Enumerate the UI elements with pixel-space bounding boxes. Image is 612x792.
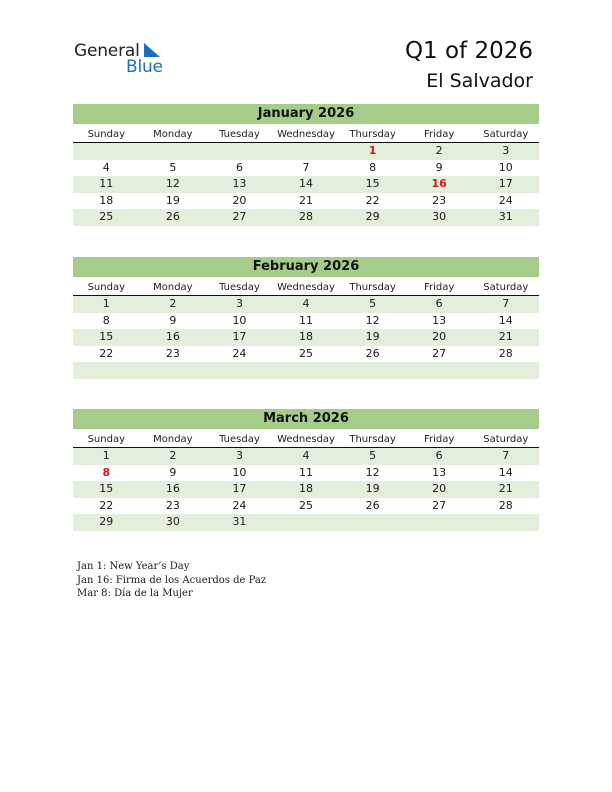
day-cell: 29 xyxy=(365,210,380,223)
empty-day-cell xyxy=(472,514,539,531)
week-row xyxy=(73,176,539,193)
week-row xyxy=(73,296,539,313)
day-cell: 14 xyxy=(498,313,513,327)
weekday-label: Thursday xyxy=(349,434,396,445)
day-cell: 21 xyxy=(498,330,513,343)
empty-day-cell xyxy=(472,362,539,379)
day-cell: 18 xyxy=(299,330,314,343)
day-cell: 8 xyxy=(102,313,110,327)
day-cell: 24 xyxy=(232,498,247,512)
weekday-label: Sunday xyxy=(87,282,125,293)
day-cell: 6 xyxy=(235,160,243,174)
day-cell: 20 xyxy=(432,330,447,343)
day-cell: 29 xyxy=(99,515,114,528)
day-cell: 1 xyxy=(102,449,110,462)
empty-day-cell xyxy=(206,143,273,160)
day-cell: 8 xyxy=(369,160,377,174)
day-cell: 25 xyxy=(299,498,314,512)
day-cell: 2 xyxy=(435,144,443,157)
week-row xyxy=(73,481,539,498)
day-cell: 13 xyxy=(432,465,447,479)
day-cell: 2 xyxy=(169,449,177,462)
day-cell: 2 xyxy=(169,297,177,310)
week-row xyxy=(73,465,539,482)
week-row xyxy=(73,193,539,210)
day-cell: 21 xyxy=(498,482,513,495)
day-cell: 8 xyxy=(102,465,111,479)
day-cell: 9 xyxy=(169,465,177,479)
day-cell: 23 xyxy=(165,346,180,360)
day-cell: 6 xyxy=(435,449,443,462)
week-row xyxy=(73,209,539,226)
day-cell: 22 xyxy=(99,346,114,360)
weekday-label: Monday xyxy=(153,434,193,445)
weekday-header-row xyxy=(73,432,539,448)
day-cell: 11 xyxy=(99,177,114,190)
day-cell: 26 xyxy=(365,346,380,360)
weekday-label: Wednesday xyxy=(277,434,335,445)
weekday-label: Saturday xyxy=(483,282,529,293)
day-cell: 12 xyxy=(365,313,380,327)
weekday-label: Monday xyxy=(153,282,193,293)
day-cell: 23 xyxy=(432,193,447,207)
day-cell: 12 xyxy=(365,465,380,479)
day-cell: 5 xyxy=(369,297,377,310)
weekday-label: Wednesday xyxy=(277,129,335,140)
day-cell: 9 xyxy=(435,160,443,174)
day-cell: 16 xyxy=(165,330,180,343)
day-cell: 20 xyxy=(232,193,247,207)
day-cell: 25 xyxy=(299,346,314,360)
empty-day-cell xyxy=(339,362,406,379)
weekday-label: Thursday xyxy=(349,129,396,140)
day-cell: 9 xyxy=(169,313,177,327)
weekday-label: Tuesday xyxy=(219,282,260,293)
weekday-header-row xyxy=(73,280,539,296)
day-cell: 23 xyxy=(165,498,180,512)
empty-day-cell xyxy=(73,362,140,379)
empty-day-cell xyxy=(140,362,207,379)
empty-day-cell xyxy=(339,514,406,531)
day-cell: 10 xyxy=(232,313,247,327)
page-title: Q1 of 2026 xyxy=(404,38,533,64)
day-cell: 14 xyxy=(299,177,314,190)
day-cell: 7 xyxy=(302,160,310,174)
day-cell: 7 xyxy=(502,297,510,310)
day-cell: 28 xyxy=(498,346,513,360)
week-row xyxy=(73,313,539,330)
day-cell: 5 xyxy=(369,449,377,462)
holiday-note: Jan 16: Firma de los Acuerdos de Paz xyxy=(77,574,267,586)
empty-day-cell xyxy=(406,514,473,531)
month-title: March 2026 xyxy=(73,409,539,429)
day-cell: 4 xyxy=(102,160,110,174)
month-calendar-march xyxy=(73,409,539,531)
weekday-label: Friday xyxy=(424,129,455,140)
empty-day-cell xyxy=(206,362,273,379)
day-cell: 31 xyxy=(232,515,247,528)
empty-day-cell xyxy=(140,143,207,160)
holiday-notes xyxy=(77,560,266,601)
week-row xyxy=(73,448,539,465)
day-cell: 11 xyxy=(299,465,314,479)
day-cell: 24 xyxy=(232,346,247,360)
day-cell: 14 xyxy=(498,465,513,479)
day-cell: 27 xyxy=(432,346,447,360)
day-cell: 30 xyxy=(432,210,447,223)
day-cell: 21 xyxy=(299,193,314,207)
week-row xyxy=(73,346,539,363)
day-cell: 4 xyxy=(302,449,310,462)
empty-day-cell xyxy=(273,514,340,531)
weekday-label: Tuesday xyxy=(219,434,260,445)
weekday-label: Tuesday xyxy=(219,129,260,140)
day-cell: 28 xyxy=(299,210,314,223)
empty-day-cell xyxy=(273,143,340,160)
logo-word-general: General xyxy=(74,41,140,61)
generalblue-logo xyxy=(74,41,174,81)
day-cell: 6 xyxy=(435,297,443,310)
day-cell: 25 xyxy=(99,210,114,223)
month-title: February 2026 xyxy=(73,257,539,277)
day-cell: 3 xyxy=(235,449,243,462)
day-cell: 16 xyxy=(165,482,180,495)
weekday-label: Sunday xyxy=(87,129,125,140)
day-cell: 10 xyxy=(232,465,247,479)
day-cell: 19 xyxy=(365,330,380,343)
month-calendar-february xyxy=(73,257,539,379)
empty-day-cell xyxy=(73,143,140,160)
day-cell: 16 xyxy=(431,177,447,190)
empty-day-cell xyxy=(273,362,340,379)
day-cell: 20 xyxy=(432,482,447,495)
day-cell: 17 xyxy=(232,482,247,495)
week-row xyxy=(73,498,539,515)
week-row xyxy=(73,362,539,379)
week-row xyxy=(73,143,539,160)
day-cell: 3 xyxy=(502,144,510,157)
day-cell: 22 xyxy=(99,498,114,512)
day-cell: 22 xyxy=(365,193,380,207)
day-cell: 24 xyxy=(498,193,513,207)
month-calendar-january xyxy=(73,104,539,226)
day-cell: 17 xyxy=(232,330,247,343)
day-cell: 7 xyxy=(502,449,510,462)
day-cell: 15 xyxy=(365,177,380,190)
day-cell: 13 xyxy=(232,177,247,190)
page-subtitle: El Salvador xyxy=(426,70,533,92)
day-cell: 27 xyxy=(232,210,247,223)
logo-word-blue: Blue xyxy=(126,57,163,77)
weekday-label: Thursday xyxy=(349,282,396,293)
day-cell: 27 xyxy=(432,498,447,512)
day-cell: 15 xyxy=(99,482,114,495)
weekday-label: Wednesday xyxy=(277,282,335,293)
weekday-label: Sunday xyxy=(87,434,125,445)
day-cell: 10 xyxy=(498,160,513,174)
day-cell: 28 xyxy=(498,498,513,512)
weekday-label: Saturday xyxy=(483,129,529,140)
day-cell: 19 xyxy=(165,193,180,207)
day-cell: 26 xyxy=(365,498,380,512)
holiday-note: Mar 8: Día de la Mujer xyxy=(77,588,193,599)
day-cell: 12 xyxy=(165,177,180,190)
day-cell: 15 xyxy=(99,330,114,343)
empty-day-cell xyxy=(406,362,473,379)
day-cell: 30 xyxy=(165,515,180,528)
weekday-label: Monday xyxy=(153,129,193,140)
holiday-note: Jan 1: New Year’s Day xyxy=(77,561,190,572)
day-cell: 26 xyxy=(165,210,180,223)
week-row xyxy=(73,160,539,177)
weekday-label: Saturday xyxy=(483,434,529,445)
day-cell: 31 xyxy=(498,210,513,223)
day-cell: 3 xyxy=(235,297,243,310)
day-cell: 4 xyxy=(302,297,310,310)
day-cell: 11 xyxy=(299,313,314,327)
day-cell: 18 xyxy=(299,482,314,495)
weekday-label: Friday xyxy=(424,434,455,445)
weekday-label: Friday xyxy=(424,282,455,293)
day-cell: 1 xyxy=(102,297,110,310)
month-title: January 2026 xyxy=(73,104,539,124)
day-cell: 1 xyxy=(368,144,377,157)
day-cell: 19 xyxy=(365,482,380,495)
week-row xyxy=(73,514,539,531)
day-cell: 13 xyxy=(432,313,447,327)
weekday-header-row xyxy=(73,127,539,143)
day-cell: 18 xyxy=(99,193,114,207)
day-cell: 5 xyxy=(169,160,177,174)
day-cell: 17 xyxy=(498,177,513,190)
week-row xyxy=(73,329,539,346)
